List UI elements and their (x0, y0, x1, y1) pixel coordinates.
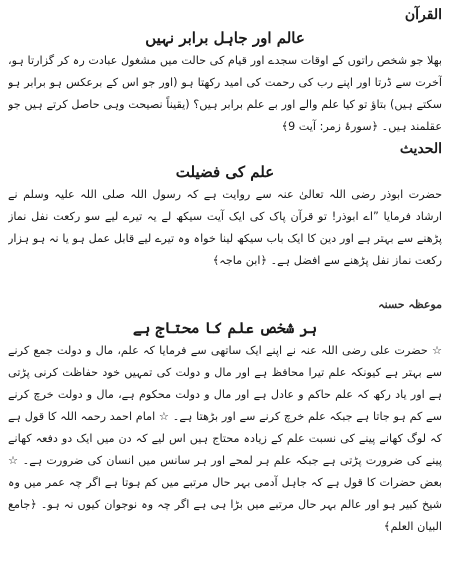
quran-title: عالم اور جاہل برابر نہیں (145, 29, 305, 47)
hadith-heading: الحدیث (399, 141, 442, 157)
mauiza-heading: موعظہ حسنہ (378, 298, 442, 311)
mauiza-text: ☆ حضرت علی رضی اللہ عنہ نے اپنے ایک ساتھی سے فرمایا کہ علم، مال و دولت جمع کرنے سے بہتر ہے کیونکہ علم تیرا محافظ ہے اور مال و دولت کی تمہیں خود حفاظت کرنی پڑتی ہے اور یاد رکھ کہ علم حاکم و عادل ہے اور مال و دولت محکوم ہے، مال و دولت خرچ کرنے سے کم ہو جاتا ہے جبکہ علم خرچ کرنے سے اور بڑھتا ہے۔ ☆ امام احمد رحمہ اللہ کا قول ہے کہ لوگ کھانے پینے کی نسبت علم کے زیادہ محتاج ہیں اس لیے کہ دن میں ایک دو دفعہ کھانے پینے کی ضرورت پڑتی ہے جبکہ علم ہر لمحے اور ہر سانس میں انسان کی ضرورت ہے۔ ☆ بعض حضرات کا قول ہے کہ جاہل آدمی بہر حال مرتبے میں کم ہوتا ہے اگر چہ عمر میں وہ شیخ کبیر ہو اور عالم بہر حال مرتبے میں بڑا ہی ہے اگر چہ وہ نوجوان کیوں نہ ہو۔ ﴿جامع البیان العلم﴾ (8, 344, 442, 533)
hadith-text: حضرت ابوذر رضی اللہ تعالیٰ عنہ سے روایت ہے کہ رسول اللہ صلی اللہ علیہ وسلم نے ارشاد فرمایا ”اے ابوذر! تو قرآن پاک کی ایک آیت سیکھ لے یہ تیرے لیے سو رکعت نفل نماز پڑھنے سے بہتر ہے اور دین کا ایک باب سیکھ لینا خواہ وہ تیرے لیے قابل عمل ہو یا نہ ہو ہزار رکعت نماز نفل پڑھنے سے افضل ہے۔ ﴿ابن ماجہ﴾ (8, 188, 442, 267)
mauiza-title: ہر شخص علم کا محتاج ہے (132, 319, 318, 337)
quran-text: بھلا جو شخص راتوں کے اوقات سجدے اور قیام کی حالت میں مشغول عبادت رہ کر گزارتا ہو، آخرت سے ڈرتا اور اپنے رب کی رحمت کی امید رکھتا ہو (اور جو اس کے برعکس ہو برابر ہو سکتے ہیں) بتاؤ تو کیا علم والے اور بے علم برابر ہیں؟ (یقیناً نصیحت وہی حاصل کرتے ہیں جو عقلمند ہیں۔ ﴿سورۂ زمر: آیت 9﴾ (8, 54, 442, 133)
document-page (8, 4, 442, 571)
hadith-title: علم کی فضیلت (175, 163, 275, 181)
quran-heading: القرآن (404, 7, 442, 23)
